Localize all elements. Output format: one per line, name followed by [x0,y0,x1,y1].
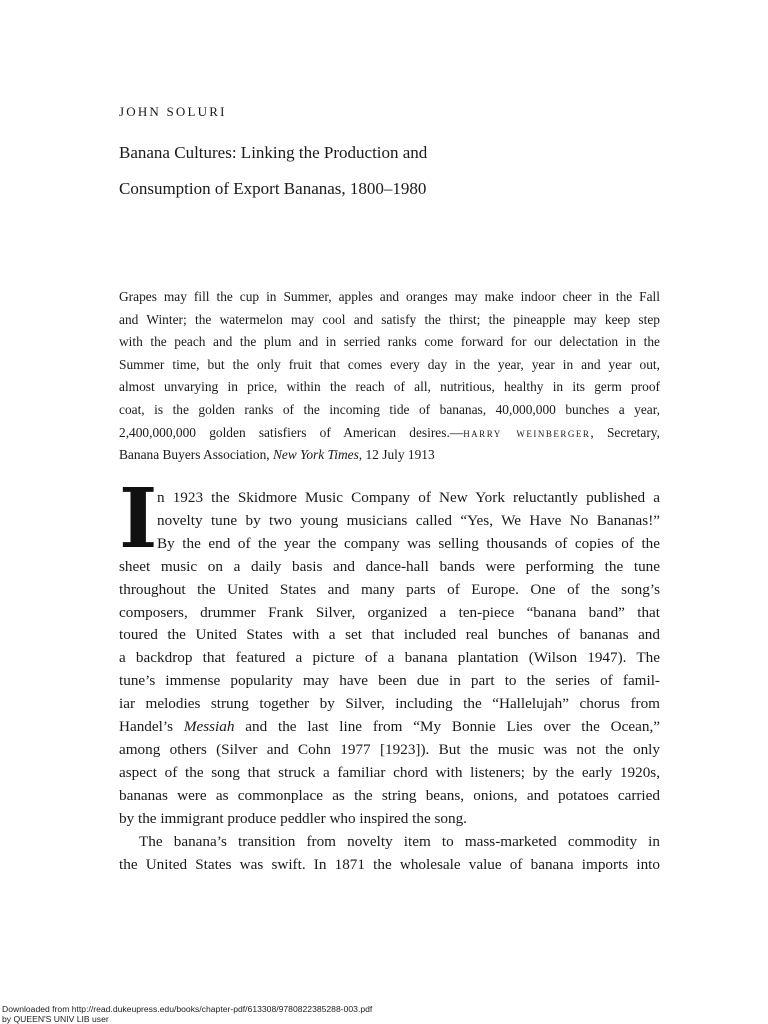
epigraph-text: 12 July 1913 [362,447,435,463]
body-line [119,716,660,739]
chapter-title [119,135,679,207]
epigraph [119,286,660,467]
body-text [119,471,660,876]
footer-user: by QUEEN'S UNIV LIB user [2,1014,109,1024]
body-line: throughout the United States and many parts of Europe. One of the song’s [119,580,660,598]
body-italic-title: Messiah [183,718,235,736]
body-line: tune’s immense popularity may have been due in part to the series of famil- [119,672,660,690]
footer-download-url: Downloaded from http://read.dukeupress.edu/books/chapter-pdf/613308/9780822385288-003.pdf [2,1004,373,1014]
epigraph-text: Banana Buyers Association, [119,447,273,463]
epigraph-line: and Winter; the watermelon may cool and satisfy the thirst; the pineapple may keep step [119,311,660,327]
body-line: iar melodies strung together by Silver, including the “Hallelujah” chorus from [119,695,660,713]
author-name: JOHN SOLURI [119,104,227,119]
title-line: Consumption of Export Bananas, 1800–1980 [119,179,427,198]
title-line: Banana Cultures: Linking the Production and [119,143,428,162]
epigraph-line: almost unvarying in price, within the reach of all, nutritious, healthy in its germ proof [119,379,660,395]
epigraph-attribution-name: harry weinberger [463,424,591,440]
body-line: toured the United States with a set that included real bunches of bananas and [119,626,660,644]
body-text-span: Handel’s [119,718,184,736]
body-line: aspect of the song that struck a familiar chord with listeners; by the early 1920s, [119,763,660,781]
body-line: the United States was swift. In 1871 the wholesale value of banana imports into [119,855,660,873]
body-line: sheet music on a daily basis and dance-hall bands were performing the tune [119,557,660,575]
body-line: novelty tune by two young musicians called “Yes, We Have No Bananas!” [157,511,660,529]
body-line: composers, drummer Frank Silver, organized a ten-piece “banana band” that [119,603,660,621]
epigraph-text: 2,400,000,000 golden satisfiers of American desires.— [119,424,464,440]
download-footer [2,1004,372,1024]
body-line: n 1923 the Skidmore Music Company of New York reluctantly published a [157,489,660,506]
body-line: The banana’s transition from novelty item to mass-marketed commodity in [139,832,660,850]
epigraph-line: Summer time, but the only fruit that comes every day in the year, year in and year out, [119,356,660,372]
epigraph-line [119,422,660,445]
epigraph-text: , Secretary, [590,424,660,440]
epigraph-line [119,444,660,467]
drop-cap: I [119,471,158,567]
body-line: a backdrop that featured a picture of a banana plantation (Wilson 1947). The [119,649,660,667]
body-line: By the end of the year the company was selling thousands of copies of the [157,534,660,552]
body-line: among others (Silver and Cohn 1977 [1923]). But the music was not the only [119,740,660,758]
epigraph-line: with the peach and the plum and in serried ranks come forward for our delectation in the [119,334,660,350]
body-line: bananas were as commonplace as the string beans, onions, and potatoes carried [119,786,660,804]
epigraph-line: coat, is the golden ranks of the incoming tide of bananas, 40,000,000 bunches a year, [119,401,660,417]
epigraph-source-title: New York Times, [272,447,363,463]
body-line: by the immigrant produce peddler who inspired the song. [119,809,467,827]
epigraph-line: Grapes may fill the cup in Summer, apples and oranges may make indoor cheer in the Fall [119,289,660,304]
body-text-span: and the last line from “My Bonnie Lies over the Ocean,” [234,718,660,736]
